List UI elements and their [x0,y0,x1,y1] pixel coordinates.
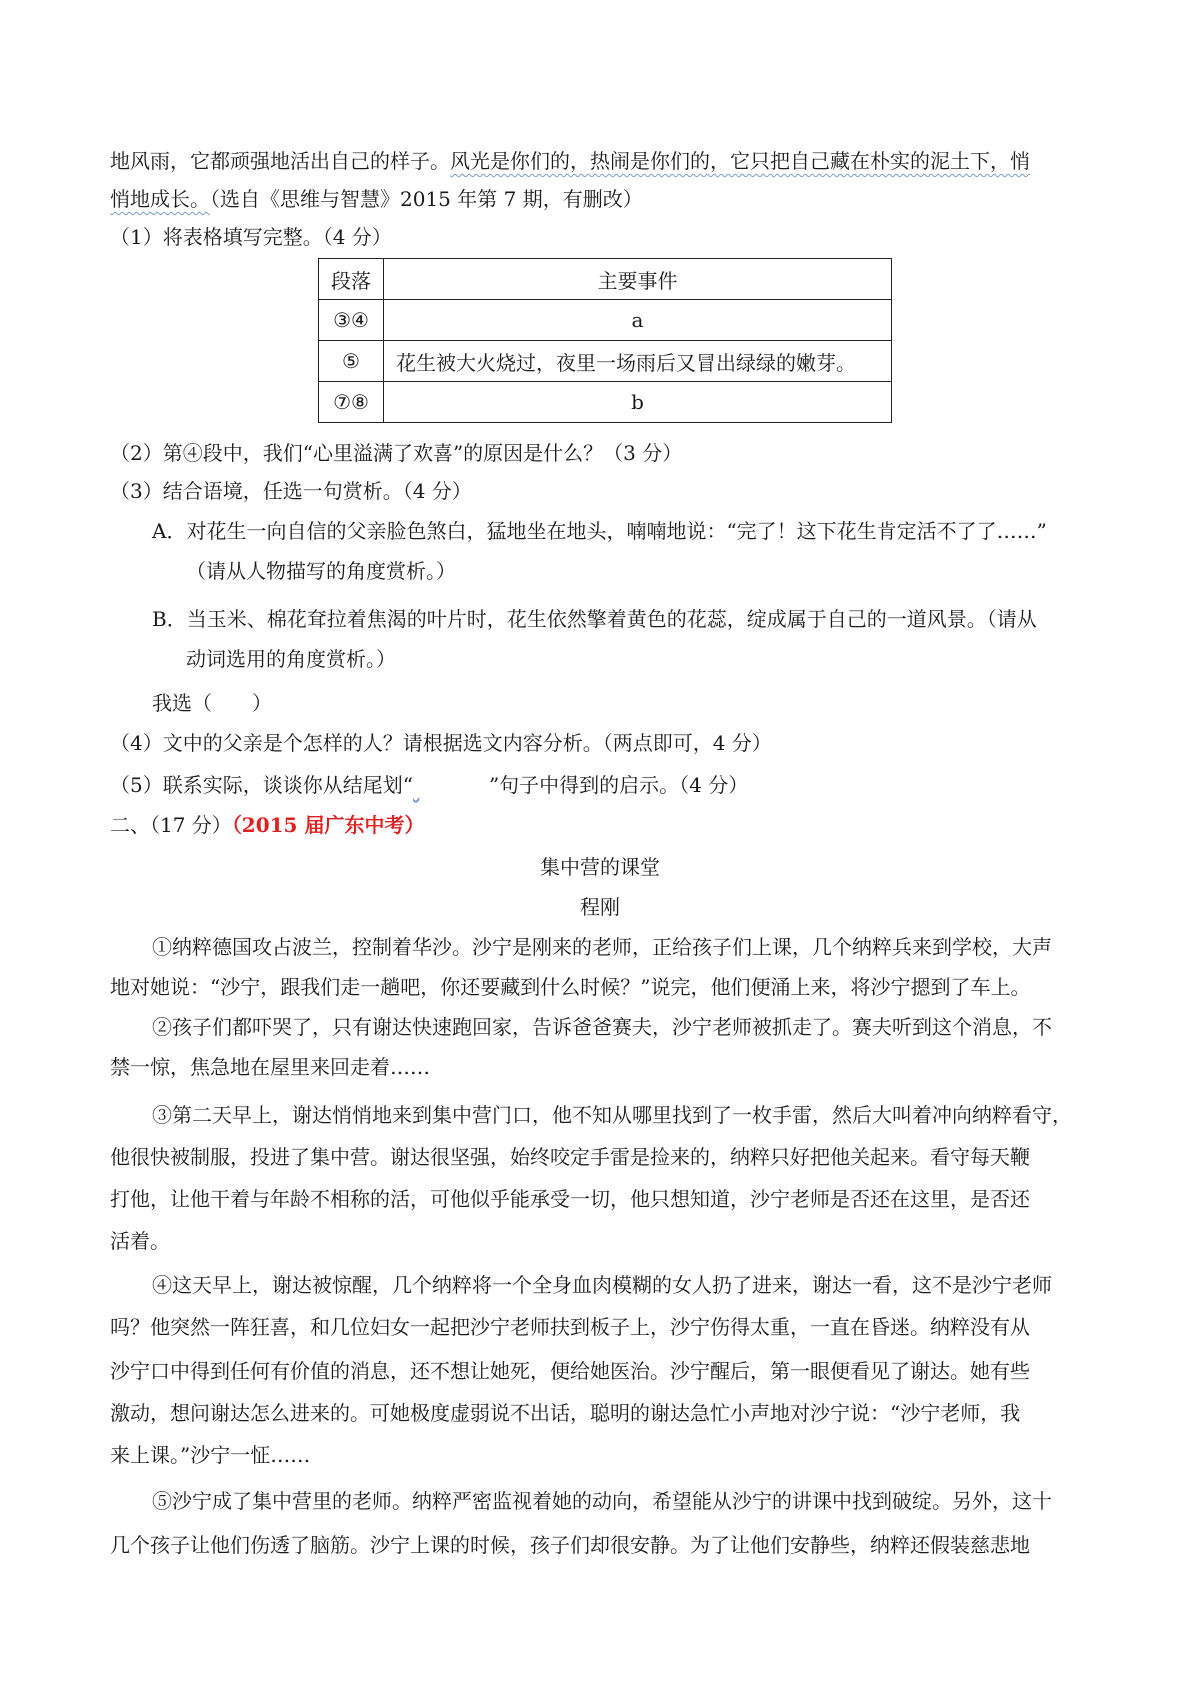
passage-text: 地风雨，它都顽强地活出自己的样子。 [110,149,450,173]
article-line: ②孩子们都吓哭了，只有谢达快速跑回家，告诉爸爸赛夫，沙宁老师被抓走了。赛夫听到这个消息，不 [152,1015,1052,1039]
table-header-event: 主要事件 [384,259,892,300]
section-number: 二、（17 分） [110,813,232,837]
table-cell-paragraph: ⑦⑧ [319,382,384,423]
question-2: （2）第④段中，我们“心里溢满了欢喜”的原因是什么？（3 分） [110,441,683,465]
question-3-option-b: B．当玉米、棉花耷拉着焦渴的叶片时，花生依然擎着黄色的花蕊，绽成属于自己的一道风景。（请从 [152,607,1037,631]
article-line: ①纳粹德国攻占波兰，控制着华沙。沙宁是刚来的老师，正给孩子们上课，几个纳粹兵来到学校，大声 [152,935,1052,959]
table-cell-event: a [384,300,892,341]
table-cell-paragraph: ③④ [319,300,384,341]
table-header-row [319,259,892,300]
question-1: （1）将表格填写完整。（4 分） [110,225,392,249]
table-row [319,341,892,382]
question-5-text-end: ”句子中得到的启示。（4 分） [488,773,749,797]
table-cell-paragraph: ⑤ [319,341,384,382]
table-cell-event: b [384,382,892,423]
passage-source: （选自《思维与智慧》2015 年第 7 期，有删改） [210,187,643,211]
wavy-underlined-sentence: 风光是你们的，热闹是你们的，它只把自己藏在朴实的泥土下，悄 [450,149,1030,173]
article-title: 集中营的课堂 [540,855,660,879]
article-line: ④这天早上，谢达被惊醒，几个纳粹将一个全身血肉模糊的女人扔了进来，谢达一看，这不是沙宁老师 [152,1273,1052,1297]
question-3-option-a-hint: （请从人物描写的角度赏析。） [186,559,456,583]
question-3-choice: 我选（ ） [152,691,272,715]
question-3-option-b-hint: 动词选用的角度赏析。） [186,647,396,671]
article-line: 吗？他突然一阵狂喜，和几位妇女一起把沙宁老师扶到板子上，沙宁伤得太重，一直在昏迷。纳粹没有从 [110,1315,1030,1339]
article-line: 激动，想问谢达怎么进来的。可她极度虚弱说不出话，聪明的谢达急忙小声地对沙宁说：“沙宁老师，我 [110,1401,1021,1425]
article-line: 来上课。”沙宁一怔…… [110,1443,311,1467]
article-line: 几个孩子让他们伤透了脑筋。沙宁上课的时候，孩子们却很安静。为了让他们安静些，纳粹还假装慈悲地 [110,1533,1030,1557]
passage-line-2 [110,184,643,214]
table-row [319,300,892,341]
article-line: 打他，让他干着与年龄不相称的活，可他似乎能承受一切，他只想知道，沙宁老师是否还在这里，是否还 [110,1187,1030,1211]
table-header-paragraph: 段落 [319,259,384,300]
question-4: （4）文中的父亲是个怎样的人？请根据选文内容分析。（两点即可，4 分） [110,731,772,755]
article-line: 沙宁口中得到任何有价值的消息，还不想让她死，便给她医治。沙宁醒后，第一眼便看见了谢达。她有些 [110,1359,1030,1383]
article-line: ⑤沙宁成了集中营里的老师。纳粹严密监视着她的动向，希望能从沙宁的讲课中找到破绽。另外，这十 [152,1489,1052,1513]
passage-line-1 [110,146,1030,176]
events-table [318,258,892,423]
section-source: （2015 届广东中考） [231,813,425,837]
table-row [319,382,892,423]
article-author: 程刚 [580,895,620,919]
article-line: 禁一惊，焦急地在屋里来回走着…… [110,1055,430,1079]
article-line: 他很快被制服，投进了集中营。谢达很坚强，始终咬定手雷是捡来的，纳粹只好把他关起来。看守每天鞭 [110,1145,1030,1169]
question-3: （3）结合语境，任选一句赏析。（4 分） [110,479,472,503]
wavy-blank [413,770,489,800]
article-line: 活着。 [110,1229,170,1253]
article-line: 地对她说：“沙宁，跟我们走一趟吧，你还要藏到什么时候？”说完，他们便涌上来，将沙宁摁到了车上。 [110,975,1031,999]
question-5-text: （5）联系实际，谈谈你从结尾划“ [110,773,413,797]
question-5 [110,770,748,800]
wavy-underlined-sentence-end: 悄地成长。 [110,187,210,211]
question-3-option-a: A．对花生一向自信的父亲脸色煞白，猛地坐在地头，喃喃地说：“完了！这下花生肯定活不了了……” [152,519,1047,543]
article-line: ③第二天早上，谢达悄悄地来到集中营门口，他不知从哪里找到了一枚手雷，然后大叫着冲向纳粹看守， [152,1103,1072,1127]
table-cell-event: 花生被大火烧过，夜里一场雨后又冒出绿绿的嫩芽。 [384,341,892,382]
section-heading [110,810,424,840]
